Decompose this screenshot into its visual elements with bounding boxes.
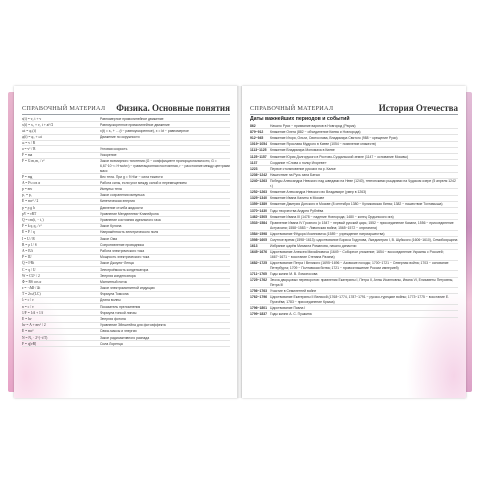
page-title: История Отечества <box>378 103 458 113</box>
description-cell: x(t) = x₀ + ... (t − равноускоренное), x = kt − равномерное <box>100 128 189 133</box>
year-cell: 1019−1054 <box>250 142 268 147</box>
formula-cell: ω = v / R <box>22 141 36 146</box>
formula-cell: Φ = BS cos α <box>22 279 42 284</box>
formula-cell: ωt = φ₀(t) <box>22 128 36 133</box>
description-cell: Напряжённость электрического поля <box>100 230 159 235</box>
table-row <box>250 250 458 261</box>
table-row <box>250 179 458 190</box>
left-page-header <box>22 98 230 115</box>
description-cell: Закон электромагнитной индукции <box>100 286 155 291</box>
year-cell: 1645−1676 <box>250 250 268 255</box>
year-cell: 1533−1584 <box>250 221 268 225</box>
year-cell: 1223 <box>250 166 258 171</box>
description-cell: Вес тела. При g = 9 Н/кг − сила тяжести <box>100 174 163 179</box>
formula-cell: P = IU <box>22 255 32 260</box>
event-cell: Княжение Ярослава Мудрого в Киеве (1054 − появление княжеств) <box>270 142 376 147</box>
description-cell: Закон Кулона <box>100 224 122 229</box>
event-cell: Княжение Олега (882 − объединение Киева и Новгорода) <box>270 129 361 134</box>
formula-cell: F = ma <box>22 153 33 158</box>
formula-cell: E = F / q <box>22 230 35 235</box>
description-cell: Электроёмкость конденсатора <box>100 267 149 272</box>
description-cell: Равноускоренное прямолинейное движение <box>100 122 170 127</box>
formula-cell: x(t) = x₀ + v₀ t + at²/2 <box>22 122 54 127</box>
year-cell: 1236−1242 <box>250 173 268 178</box>
table-row <box>250 261 458 272</box>
formula-cell: 1/F = 1/d + 1/f <box>22 310 44 315</box>
formula-cell: p = ρ g h <box>22 205 35 210</box>
year-cell: 1462−1505 <box>250 214 268 219</box>
event-cell: Княжение Юрия Долгорукого в Ростово-Суздальской земле (1147 − основание Москвы) <box>270 154 409 159</box>
event-cell: Годы жизни М. В. Ломоносова <box>270 271 318 276</box>
event-cell: Победы Александра Невского над шведами на Неве (1240), тевтонскими рыцарями на Чудском озере (5 апреля 1242 г.) <box>270 179 456 188</box>
description-cell: Работа электрического тока <box>100 248 145 253</box>
formula-cell: E = mc² <box>22 329 34 334</box>
year-cell: 1240−1263 <box>250 179 268 184</box>
year-cell: 1796−1801 <box>250 305 268 310</box>
formula-cell: R = ρ l / S <box>22 242 37 247</box>
year-cell: 1613 <box>250 244 258 249</box>
event-cell: Начало Руси − призвание варягов в Новгород (Рюрик) <box>270 123 356 128</box>
section-tag: СПРАВОЧНЫЙ МАТЕРИАЛ <box>250 105 334 112</box>
description-cell: Магнитный поток <box>100 279 127 284</box>
formula-cell: n = c / v <box>22 304 34 309</box>
description-cell: Импульс тела <box>100 187 122 192</box>
page-subtitle: Даты важнейших периодов и событий <box>250 116 350 122</box>
right-page <box>242 86 466 398</box>
formula-cell: s(t) = v₀ t + v <box>22 116 42 121</box>
formula-cell: P = mg <box>22 174 33 179</box>
event-cell: Смутное время (1598−1613): царствование Бориса Годунова, Лжедмитрия I, В. Шуйского (1606−1610), Семибоярщина <box>270 237 458 242</box>
table-row <box>22 341 230 347</box>
description-cell: Закон всемирного тяготения (G − коэффициент пропорциональности, G = 6,67·10⁻¹¹ Н·м²/кг²) − гравитационная постоянная, r − расстояние между центрами масс <box>100 159 230 173</box>
description-cell: Формула тонкой линзы <box>100 310 137 315</box>
formula-cell: E = mv² / 2 <box>22 199 39 204</box>
description-cell: Уравнение Менделеева−Клапейрона <box>100 211 159 216</box>
formula-cell: hν = A + mv² / 2 <box>22 323 46 328</box>
description-cell: Мощность электрического тока <box>100 255 150 260</box>
page-title: Физика. Основные понятия <box>116 103 230 113</box>
year-cell: 1682−1725 <box>250 261 268 266</box>
formula-cell: λ = c / ν <box>22 298 34 303</box>
year-cell: 1725−1762 <box>250 278 268 283</box>
year-cell: 879−912 <box>250 129 264 134</box>
year-cell: 1370−1430 <box>250 208 268 213</box>
year-cell: 1252−1263 <box>250 190 268 195</box>
event-cell: Царствование Алексея Михайловича (1649 − Соборное уложение; 1654 − воссоединение Украины с Россией; 1667−1671 − восстание Степана Разина) <box>270 250 444 259</box>
formula-cell: Q = I²Rt <box>22 261 35 266</box>
year-cell: 862 <box>250 123 256 128</box>
description-cell: Сопротивление проводника <box>100 242 144 247</box>
formula-cell: ε = −ΔΦ / Δt <box>22 286 41 291</box>
formula-cell: pV = νRT <box>22 211 37 216</box>
formula-cell: C = q / U <box>22 267 36 272</box>
formula-cell: F = q[vB] <box>22 341 37 346</box>
year-cell: 1598−1605 <box>250 237 268 242</box>
formula-cell: F = G m₁m₂ / r² <box>22 159 45 164</box>
event-cell: Царствование Фёдора Иоанновича (1589 − учреждение патриаршества) <box>270 231 385 236</box>
formula-cell: F = k q₁q₂ / r² <box>22 224 42 229</box>
formula-cell: p₁ = p₂ <box>22 193 32 198</box>
table-row <box>250 311 458 317</box>
table-row <box>250 278 458 289</box>
event-cell: Княжение Александра Невского во Владимире (умер в 1263) <box>270 190 367 195</box>
description-cell: Угловая скорость <box>100 146 128 151</box>
year-cell: 1756−1763 <box>250 288 268 293</box>
event-cell: Годы жизни А. С. Пушкина <box>270 312 312 317</box>
table-row <box>250 220 458 231</box>
description-cell: Энергия конденсатора <box>100 273 136 278</box>
event-cell: Царствование Павла I <box>270 305 306 310</box>
year-cell: 1113−1125 <box>250 148 267 153</box>
formula-cell: a = v² / R <box>22 146 36 151</box>
year-cell: 1325−1340 <box>250 196 268 201</box>
table-row <box>250 294 458 305</box>
formula-cell: p = mv <box>22 187 33 192</box>
formula-cell: A = Fs cos α <box>22 180 41 185</box>
description-cell: Равномерное прямолинейное движение <box>100 116 164 121</box>
year-cell: 1125−1157 <box>250 154 267 159</box>
year-cell: 912−945 <box>250 135 264 140</box>
event-cell: Участие в Семилетней войне <box>270 288 317 293</box>
event-cell: Княжение Владимира Мономаха в Киеве <box>270 148 335 153</box>
year-cell: 1359−1389 <box>250 202 268 207</box>
formula-cell: φ(t) = φ₀ + ωt <box>22 135 42 140</box>
formula-cell: T = 2π√(LC) <box>22 292 41 297</box>
description-cell: Энергия фотона <box>100 317 126 321</box>
description-cell: Сила Лоренца <box>100 341 123 346</box>
description-cell: Давление столба жидкости <box>100 205 143 210</box>
event-cell: Эпоха дворцовых переворотов: правления Екатерины I, Петра II, Анны Иоанновны, Ивана VI, Елизаветы Петровны, Петра III <box>270 278 454 287</box>
year-cell: 1762−1796 <box>250 295 268 300</box>
section-tag: СПРАВОЧНЫЙ МАТЕРИАЛ <box>22 105 106 112</box>
description-cell: Уравнение состояния идеального газа <box>100 218 161 222</box>
formula-table <box>22 116 230 347</box>
formula-cell: E = hν <box>22 317 32 321</box>
formula-cell: N = N₀ · 2^(−t/T) <box>22 335 48 340</box>
year-cell: 1137 <box>250 160 258 165</box>
description-cell: Закон Ома <box>100 236 118 241</box>
description-cell <box>100 141 230 142</box>
left-page <box>14 86 238 398</box>
description-cell: Ускорение <box>100 153 117 158</box>
event-cell: Годы творчества Андрея Рублёва <box>270 208 324 213</box>
formula-cell: I = U / R <box>22 236 35 241</box>
description-cell: Закон Джоуля−Ленца <box>100 261 134 266</box>
table-row <box>22 159 230 174</box>
event-cell: Княжение Игоря, Ольги, Святослава, Владимира Святого (988 − крещение Руси) <box>270 135 398 140</box>
event-cell: Правление Ивана IV Грозного (с 1547 − первый русский царь; 1552 − присоединение Казани, 1556 − присоединение Астрахани; 1558−1583 − Ливонская война; 1565−1572 − опричнина) <box>270 221 454 230</box>
event-cell: Княжение Ивана III (1478 − падение Новгорода; 1480 − конец Ордынского ига) <box>270 214 394 219</box>
dates-table <box>250 123 458 318</box>
description-cell: Связь массы и энергии <box>100 329 137 334</box>
description-cell: Длина волны <box>100 298 121 303</box>
event-cell: Царствование Екатерины II Великой (1768−1774, 1787−1791 − русско-турецкие войны; 1773−1775 − восстание Е. Пугачёва; 1783 − присоединение Крыма) <box>270 295 450 304</box>
formula-cell: W = CU² / 2 <box>22 273 40 278</box>
description-cell: Движение по окружности <box>100 135 140 140</box>
description-cell: Кинетическая энергия <box>100 199 135 204</box>
year-cell: 1799−1837 <box>250 312 268 317</box>
year-cell: 1584−1598 <box>250 231 268 236</box>
event-cell: Царствование Петра I Великого (1695−1696 − Азовские походы; 1700−1721 − Северная война; 1703 − основание Петербурга; 1709 − Полтавская битва; 1721 − провозглашение России империей) <box>270 261 449 270</box>
description-cell: Показатель преломления <box>100 304 141 309</box>
event-cell: Княжение Ивана Калиты в Москве <box>270 196 325 201</box>
description-cell: Формула Томсона <box>100 292 129 297</box>
event-cell: Первое столкновение русских на р. Калке <box>270 166 336 171</box>
formula-cell: Q = cm(t₂ − t₁) <box>22 218 44 222</box>
event-cell: Избрание царём Михаила Романова, начало династии <box>270 244 357 249</box>
event-cell: Нашествие на Русь хана Батыя <box>270 173 320 178</box>
description-cell: Закон сохранения импульса <box>100 193 145 198</box>
description-cell: Работа силы, если угол между силой и перемещением <box>100 180 187 185</box>
description-cell: Закон радиоактивного распада <box>100 335 150 340</box>
description-cell: Уравнение Эйнштейна для фотоэффекта <box>100 323 166 328</box>
event-cell: Княжение Дмитрия Донского в Москве (8 сентября 1380 − Куликовская битва; 1382 − нашествие Тохтамыша) <box>270 202 443 207</box>
event-cell: Создание «Слова о полку Игореве» <box>270 160 327 165</box>
formula-cell: A = IUt <box>22 248 34 253</box>
year-cell: 1711−1765 <box>250 271 267 276</box>
right-page-header <box>250 98 458 115</box>
